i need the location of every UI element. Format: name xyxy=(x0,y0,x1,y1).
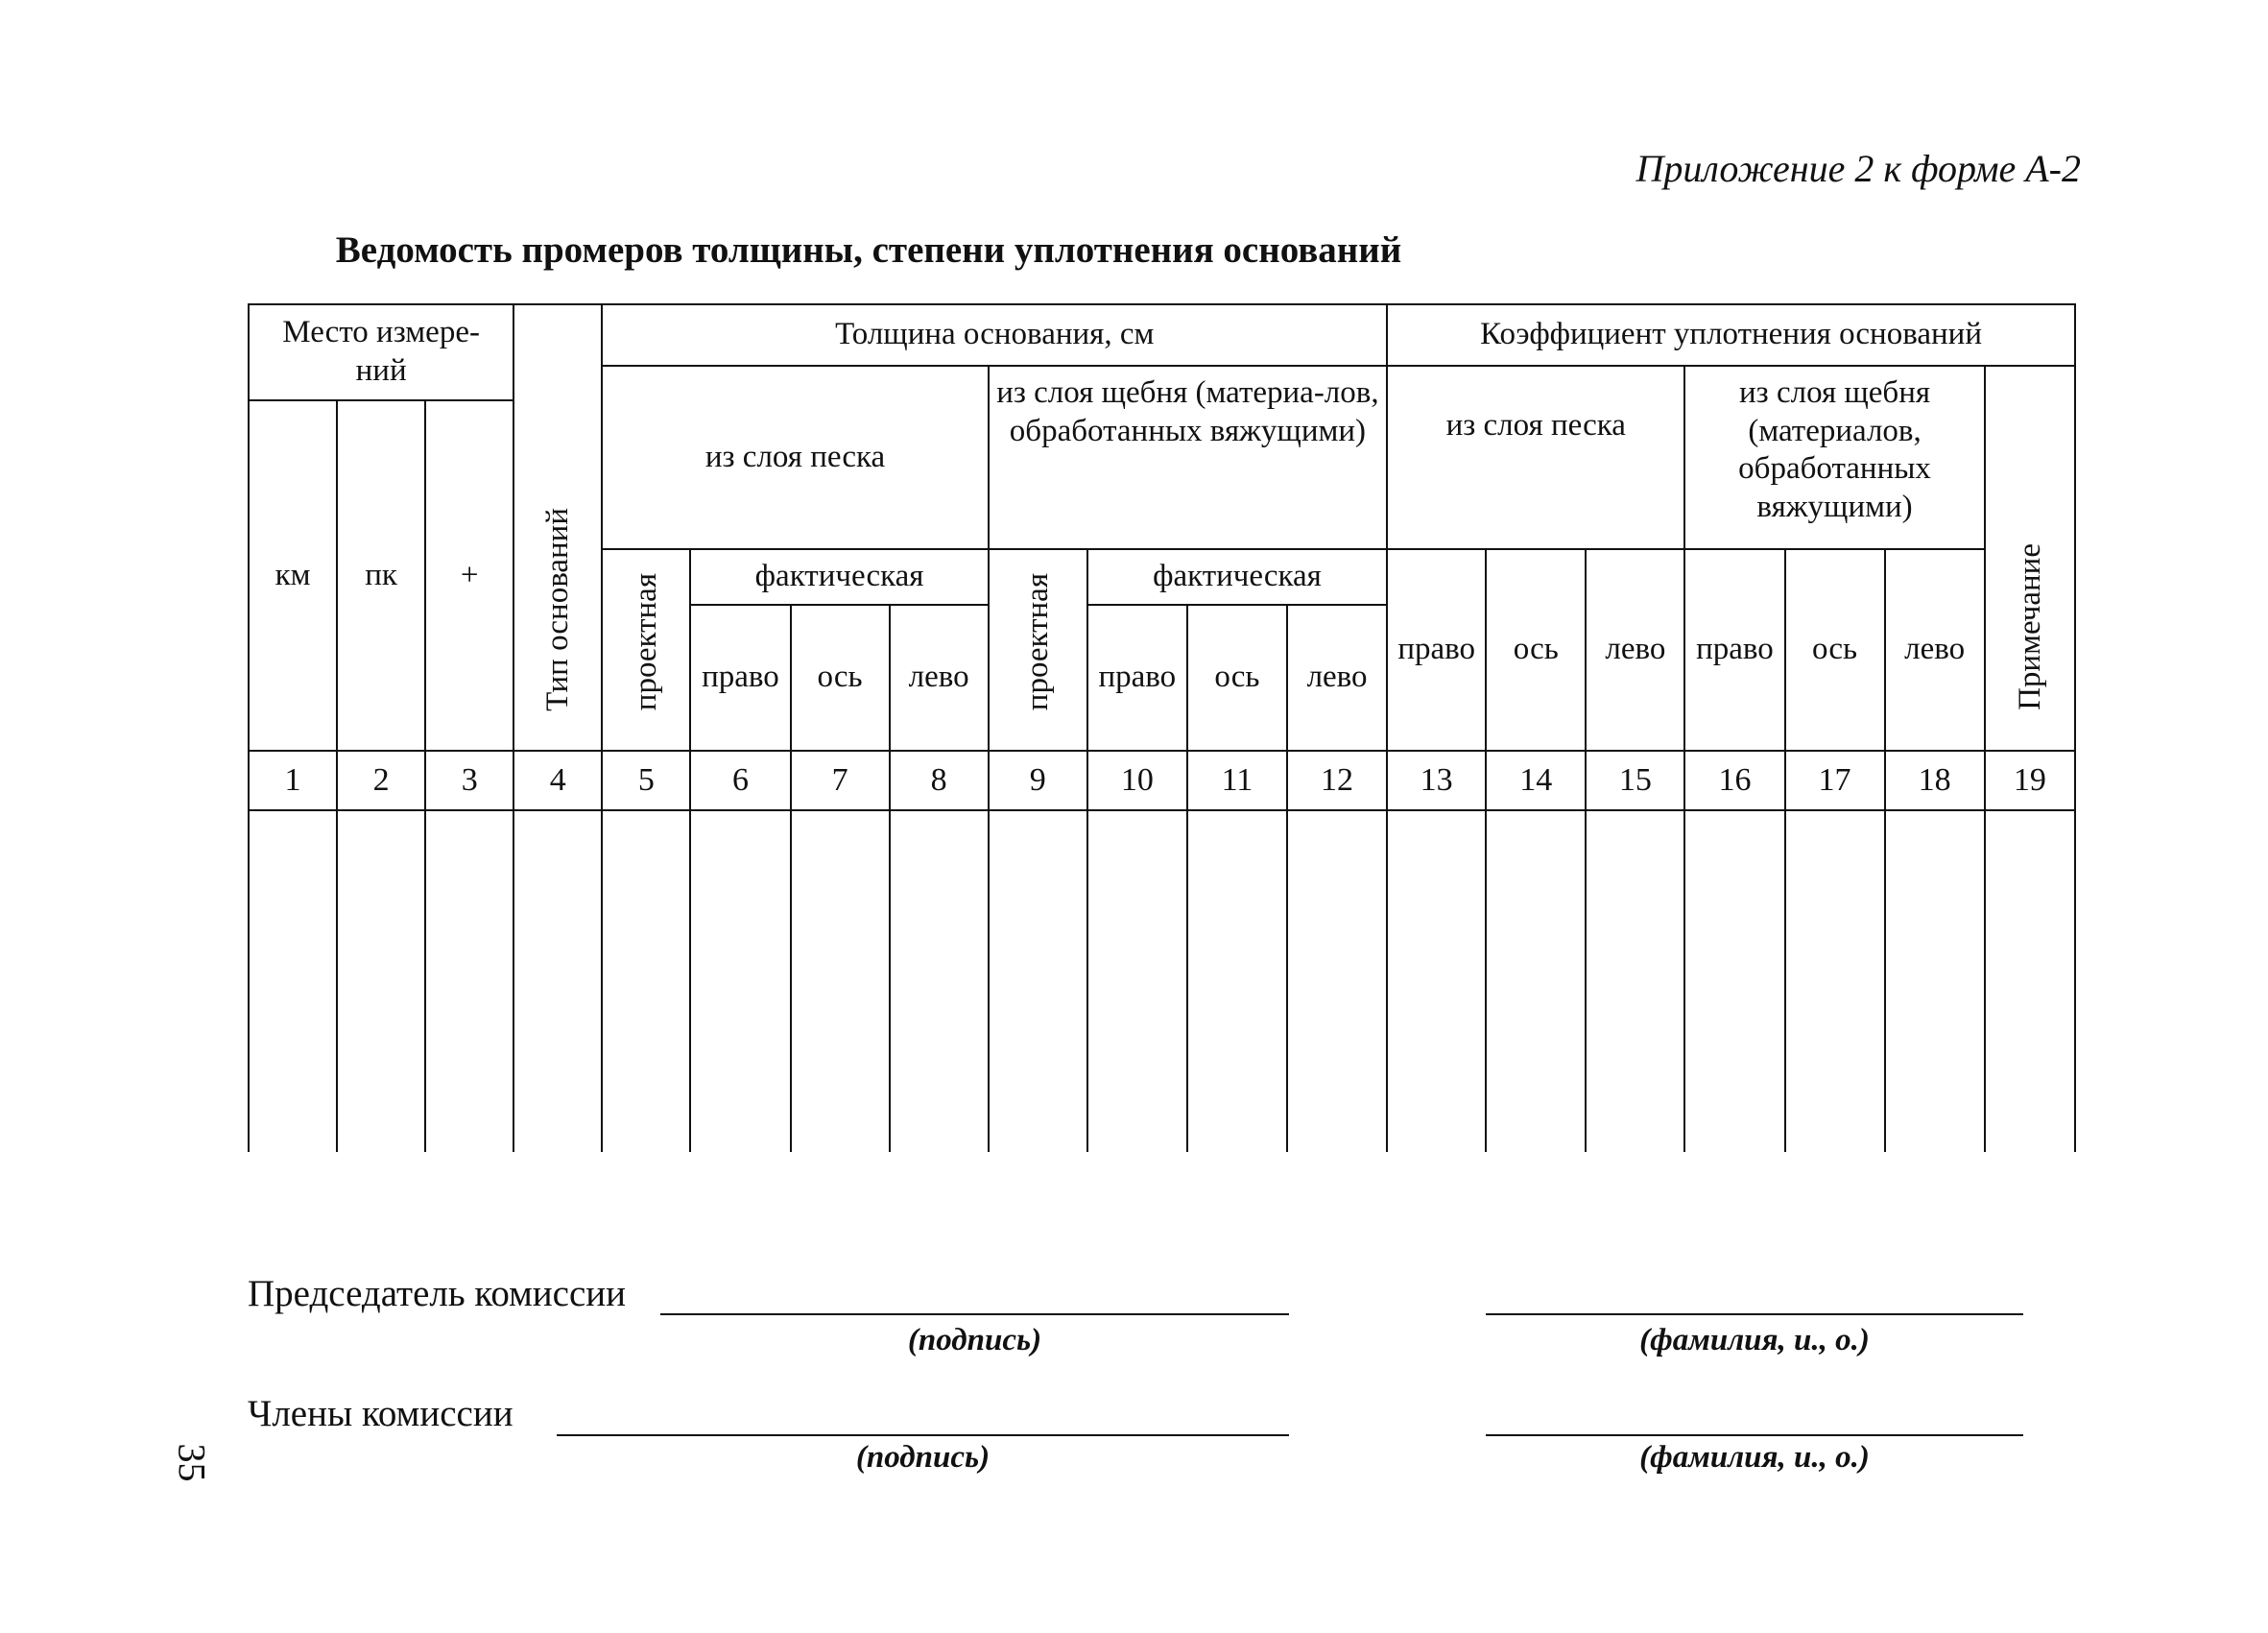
column-number: 8 xyxy=(890,751,989,810)
data-cell-plus[interactable] xyxy=(425,810,513,1152)
column-number: 13 xyxy=(1387,751,1486,810)
column-number: 6 xyxy=(690,751,790,810)
column-number: 4 xyxy=(513,751,602,810)
header-thickness-gravel-axis: ось xyxy=(1187,605,1287,751)
column-number: 12 xyxy=(1287,751,1387,810)
members-name-hint: (фамилия, и., о.) xyxy=(1639,1440,1870,1475)
header-compaction: Коэффициент уплотнения оснований xyxy=(1387,304,2075,366)
header-compaction-gravel-left: лево xyxy=(1885,549,1985,751)
header-thickness-gravel-right: право xyxy=(1087,605,1187,751)
header-compaction-sand-left: лево xyxy=(1586,549,1684,751)
header-compaction-sand-axis: ось xyxy=(1486,549,1586,751)
document-title: Ведомость промеров толщины, степени уплотнения оснований xyxy=(335,229,1402,271)
column-number: 15 xyxy=(1586,751,1684,810)
members-signature-hint: (подпись) xyxy=(855,1440,991,1475)
chairman-name-line[interactable] xyxy=(1486,1313,2023,1315)
data-cell[interactable] xyxy=(690,810,790,1152)
data-cell-base-type[interactable] xyxy=(513,810,602,1152)
data-cell[interactable] xyxy=(1586,810,1684,1152)
data-cell-km[interactable] xyxy=(249,810,337,1152)
appendix-label: Приложение 2 к форме А-2 xyxy=(1635,147,2081,190)
header-thickness-gravel-actual: фактическая xyxy=(1087,549,1387,605)
data-cell-note[interactable] xyxy=(1985,810,2075,1152)
column-number: 19 xyxy=(1985,751,2075,810)
measurement-table xyxy=(248,303,2076,1152)
column-number: 7 xyxy=(791,751,890,810)
column-number: 18 xyxy=(1885,751,1985,810)
data-cell[interactable] xyxy=(602,810,690,1152)
data-cell[interactable] xyxy=(989,810,1087,1152)
header-thickness-gravel-design xyxy=(989,549,1087,751)
data-cell[interactable] xyxy=(890,810,989,1152)
header-thickness-sand-design xyxy=(602,549,690,751)
data-cell[interactable] xyxy=(791,810,890,1152)
header-note-label: Примечание xyxy=(2012,543,2047,711)
header-place: Место измере-ний xyxy=(249,304,513,400)
data-cell[interactable] xyxy=(1187,810,1287,1152)
column-number: 11 xyxy=(1187,751,1287,810)
column-number: 9 xyxy=(989,751,1087,810)
header-compaction-gravel-right: право xyxy=(1684,549,1784,751)
data-cell[interactable] xyxy=(1486,810,1586,1152)
chairman-signature-line[interactable] xyxy=(660,1313,1289,1315)
chairman-signature-hint: (подпись) xyxy=(907,1323,1042,1357)
data-cell[interactable] xyxy=(1387,810,1486,1152)
header-design-label: проектная xyxy=(629,573,664,711)
header-base-type-label: Тип оснований xyxy=(540,507,576,711)
members-signature-line[interactable] xyxy=(557,1434,1289,1436)
data-cell[interactable] xyxy=(1785,810,1885,1152)
column-number: 3 xyxy=(425,751,513,810)
chairman-label: Председатель комиссии xyxy=(248,1273,627,1314)
data-cell[interactable] xyxy=(1287,810,1387,1152)
header-thickness-sand: из слоя песка xyxy=(602,366,988,549)
column-number: 10 xyxy=(1087,751,1187,810)
data-cell[interactable] xyxy=(1684,810,1784,1152)
column-number: 17 xyxy=(1785,751,1885,810)
header-plus: + xyxy=(425,400,513,751)
header-compaction-gravel: из слоя щебня (материалов, обработанных вяжущими) xyxy=(1684,366,1984,549)
header-thickness-sand-actual: фактическая xyxy=(690,549,988,605)
column-number: 2 xyxy=(337,751,425,810)
header-km: км xyxy=(249,400,337,751)
header-pk: пк xyxy=(337,400,425,751)
column-number: 1 xyxy=(249,751,337,810)
header-thickness-sand-axis: ось xyxy=(791,605,890,751)
data-cell[interactable] xyxy=(1885,810,1985,1152)
header-design-label: проектная xyxy=(1020,573,1056,711)
members-label: Члены комиссии xyxy=(248,1393,513,1434)
header-thickness-sand-left: лево xyxy=(890,605,989,751)
header-compaction-sand-right: право xyxy=(1387,549,1486,751)
header-compaction-sand: из слоя песка xyxy=(1387,366,1684,549)
header-thickness-sand-right: право xyxy=(690,605,790,751)
members-name-line[interactable] xyxy=(1486,1434,2023,1436)
header-thickness-gravel-left: лево xyxy=(1287,605,1387,751)
column-number: 16 xyxy=(1684,751,1784,810)
data-cell[interactable] xyxy=(1087,810,1187,1152)
header-base-type xyxy=(513,304,602,751)
header-compaction-gravel-axis: ось xyxy=(1785,549,1885,751)
header-note xyxy=(1985,366,2075,751)
header-thickness: Толщина основания, см xyxy=(602,304,1387,366)
chairman-name-hint: (фамилия, и., о.) xyxy=(1639,1323,1870,1357)
page-number: 35 xyxy=(170,1443,214,1482)
column-number: 5 xyxy=(602,751,690,810)
column-number: 14 xyxy=(1486,751,1586,810)
data-cell-pk[interactable] xyxy=(337,810,425,1152)
header-thickness-gravel: из слоя щебня (материа-лов, обработанных вяжущими) xyxy=(989,366,1387,549)
